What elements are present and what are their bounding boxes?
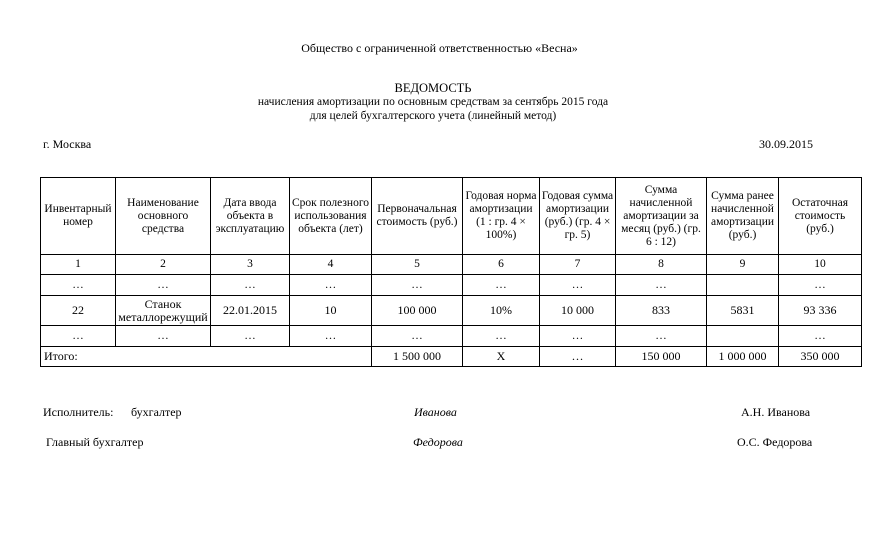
table-cell: … xyxy=(41,326,116,347)
executor-label: Исполнитель: xyxy=(43,405,114,419)
initial-cost-cell: 100 000 xyxy=(372,296,463,326)
total-annual-sum: … xyxy=(540,347,616,367)
document-subtitle-line2: для целей бухгалтерского учета (линейный метод) xyxy=(309,110,557,122)
table-cell xyxy=(707,326,779,347)
monthly-depreciation-cell: 833 xyxy=(616,296,707,326)
annual-sum-cell: 10 000 xyxy=(540,296,616,326)
column-number-row xyxy=(41,255,862,275)
residual-value-cell: 93 336 xyxy=(779,296,862,326)
column-header: Срок полезного использования объекта (лет) xyxy=(290,178,372,255)
column-header: Инвентарный номер xyxy=(41,178,116,255)
table-cell: … xyxy=(540,326,616,347)
column-number: 5 xyxy=(372,255,463,275)
column-header: Дата ввода объекта в эксплуатацию xyxy=(211,178,290,255)
column-number: 10 xyxy=(779,255,862,275)
table-cell: … xyxy=(779,326,862,347)
table-cell: … xyxy=(211,326,290,347)
column-number: 7 xyxy=(540,255,616,275)
annual-rate-cell: 10% xyxy=(463,296,540,326)
table-cell: … xyxy=(290,275,372,296)
column-header: Годовая сумма амортизации (руб.) (гр. 4 × гр. 5) xyxy=(540,178,616,255)
column-header: Сумма ранее начисленной амортизации (руб.) xyxy=(707,178,779,255)
column-number: 8 xyxy=(616,255,707,275)
table-row xyxy=(41,275,862,296)
column-number: 1 xyxy=(41,255,116,275)
table-cell: … xyxy=(372,275,463,296)
column-number: 3 xyxy=(211,255,290,275)
total-annual-rate: Х xyxy=(463,347,540,367)
useful-life-cell: 10 xyxy=(290,296,372,326)
chief-accountant-name: О.С. Федорова xyxy=(737,435,813,449)
total-initial-cost: 1 500 000 xyxy=(372,347,463,367)
table-cell: … xyxy=(540,275,616,296)
column-header: Сумма начисленной амортизации за месяц (руб.) (гр. 6 : 12) xyxy=(616,178,707,255)
total-residual-value: 350 000 xyxy=(779,347,862,367)
asset-name-cell: Станок металлорежущий xyxy=(116,296,211,326)
column-header: Годовая норма амортизации (1 : гр. 4 × 100%) xyxy=(463,178,540,255)
table-cell: … xyxy=(116,326,211,347)
executor-name: А.Н. Иванова xyxy=(741,405,811,419)
table-cell: … xyxy=(41,275,116,296)
column-number: 4 xyxy=(290,255,372,275)
document-title: ВЕДОМОСТЬ xyxy=(394,81,472,95)
table-cell: … xyxy=(116,275,211,296)
table-cell: … xyxy=(372,326,463,347)
column-header: Первоначальная стоимость (руб.) xyxy=(372,178,463,255)
organization-name: Общество с ограниченной ответственностью «Весна» xyxy=(301,41,578,55)
table-cell: … xyxy=(779,275,862,296)
inventory-number-cell: 22 xyxy=(41,296,116,326)
document-subtitle-line1: начисления амортизации по основным средствам за сентябрь 2015 года xyxy=(257,96,609,108)
depreciation-table xyxy=(40,177,862,367)
total-row xyxy=(41,347,862,367)
column-number: 6 xyxy=(463,255,540,275)
table-cell: … xyxy=(290,326,372,347)
executor-position: бухгалтер xyxy=(131,405,182,419)
total-monthly-depreciation: 150 000 xyxy=(616,347,707,367)
table-cell xyxy=(707,275,779,296)
chief-accountant-signature: Федорова xyxy=(413,435,463,449)
table-cell: … xyxy=(616,275,707,296)
executor-signature: Иванова xyxy=(414,405,457,419)
column-header: Остаточная стоимость (руб.) xyxy=(779,178,862,255)
total-label: Итого: xyxy=(41,347,372,367)
table-row xyxy=(41,326,862,347)
column-header: Наименование основного средства xyxy=(116,178,211,255)
table-header-row xyxy=(41,178,862,255)
city: г. Москва xyxy=(43,137,92,151)
table-cell: … xyxy=(463,275,540,296)
table-cell: … xyxy=(211,275,290,296)
chief-accountant-label: Главный бухгалтер xyxy=(46,435,144,449)
total-previous-depreciation: 1 000 000 xyxy=(707,347,779,367)
previous-depreciation-cell: 5831 xyxy=(707,296,779,326)
commission-date-cell: 22.01.2015 xyxy=(211,296,290,326)
document-date: 30.09.2015 xyxy=(759,137,813,151)
table-row xyxy=(41,296,862,326)
table-cell: … xyxy=(463,326,540,347)
table-cell: … xyxy=(616,326,707,347)
column-number: 2 xyxy=(116,255,211,275)
column-number: 9 xyxy=(707,255,779,275)
